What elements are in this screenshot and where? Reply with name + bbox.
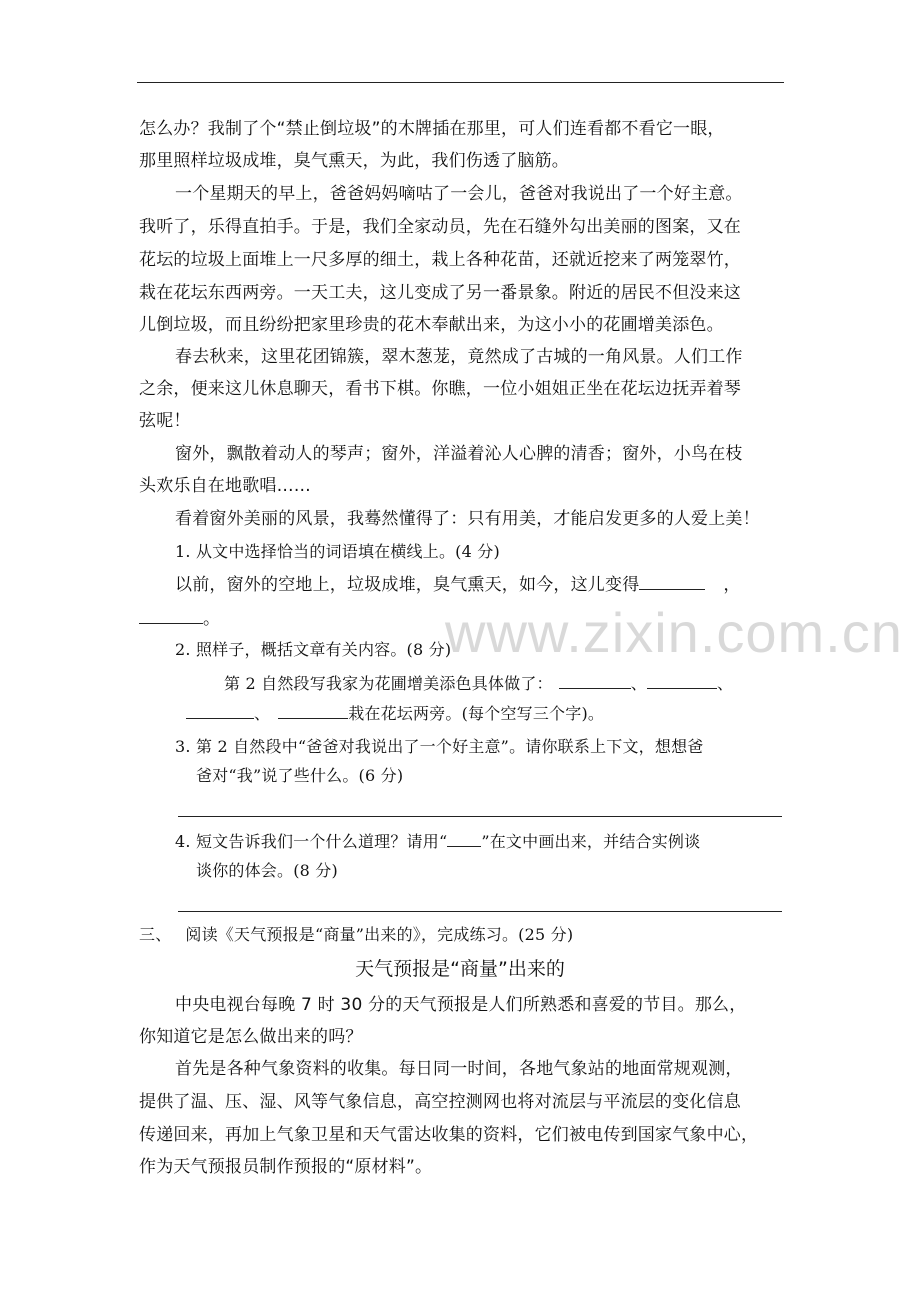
header-rule: [137, 82, 784, 83]
question-4-prompt-2: 谈你的体会。(8 分): [196, 861, 338, 880]
answer-line[interactable]: [178, 816, 782, 817]
text-line: 首先是各种气象资料的收集。每日同一时间，各地气象站的地面常规观测，: [175, 1059, 743, 1079]
question-2-line-2: [186, 702, 604, 725]
answer-blank[interactable]: [278, 702, 348, 719]
watermark: www.zixin.com.cn: [445, 601, 903, 664]
question-3-prompt-2: 爸对“我”说了些什么。(6 分): [196, 766, 404, 785]
text-line: 你知道它是怎么做出来的吗？: [139, 1027, 363, 1047]
punctuation: 、: [254, 704, 271, 723]
text-line: 儿倒垃圾，而且纷纷把家里珍贵的花木奉献出来，为这小小的花圃增美添色。: [139, 315, 724, 335]
question-4-text: ”在文中画出来，并结合实例谈: [481, 832, 701, 851]
text-line: 作为天气预报员制作预报的“原材料”。: [139, 1157, 433, 1177]
text-line: 弦呢！: [139, 411, 191, 431]
question-1-line: [175, 573, 741, 596]
question-3-prompt: 3. 第 2 自然段中“爸爸对我说出了一个好主意”。请你联系上下文，想想爸: [175, 737, 704, 756]
section-3-heading: [139, 924, 573, 946]
text-line: 传递回来，再加上气象卫星和天气雷达收集的资料，它们被电传到国家气象中心，: [139, 1125, 759, 1145]
answer-blank[interactable]: [647, 672, 717, 689]
text-line: 怎么办？我制了个“禁止倒垃圾”的木牌插在那里，可人们连看都不看它一眼，: [139, 119, 725, 139]
text-line: 那里照样垃圾成堆，臭气熏天，为此，我们伤透了脑筋。: [139, 151, 569, 171]
punctuation: 、: [716, 674, 734, 693]
section-number: 三、: [139, 925, 172, 944]
question-2-line: [224, 672, 733, 695]
text-line: 中央电视台每晚 7 时 30 分的天气预报是人们所熟悉和喜爱的节目。那么，: [175, 995, 747, 1015]
text-line: 之余，便来这儿休息聊天，看书下棋。你瞧，一位小姐姐正坐在花坛边抚弄着琴: [139, 379, 741, 399]
answer-blank[interactable]: [559, 672, 631, 689]
text-line: 头欢乐自在地歌唱……: [139, 476, 311, 496]
question-2-text: 第 2 自然段写我家为花圃增美添色具体做了：: [224, 674, 553, 693]
article-title: 天气预报是“商量”出来的: [355, 958, 565, 980]
text-line: 花坛的垃圾上面堆上一尺多厚的细土，栽上各种花苗，还就近挖来了两笼翠竹，: [139, 250, 741, 270]
answer-line[interactable]: [178, 911, 782, 912]
text-line: 我听了，乐得直拍手。于是，我们全家动员，先在石缝外勾出美丽的图案，又在: [139, 217, 741, 237]
answer-blank[interactable]: [639, 573, 705, 590]
answer-blank[interactable]: [186, 702, 254, 719]
question-2-text: 栽在花坛两旁。(每个空写三个字)。: [348, 704, 605, 723]
punctuation: 、: [630, 674, 647, 693]
question-4-text: 4. 短文告诉我们一个什么道理？请用“: [175, 832, 448, 851]
text-line: 一个星期天的早上，爸爸妈妈嘀咕了一会儿，爸爸对我说出了一个好主意。: [175, 184, 743, 204]
section-instruction: 阅读《天气预报是“商量”出来的》，完成练习。(25 分): [185, 925, 574, 944]
text-line: 看着窗外美丽的风景，我蓦然懂得了：只有用美，才能启发更多的人爱上美！: [175, 509, 760, 529]
punctuation: ，: [723, 575, 741, 595]
question-1-prompt: 1. 从文中选择恰当的词语填在横线上。(4 分): [175, 542, 500, 561]
text-line: 提供了温、压、湿、风等气象信息，高空控测网也将对流层与平流层的变化信息: [139, 1092, 741, 1112]
question-4-prompt: [175, 830, 700, 853]
text-line: 栽在花坛东西两旁。一天工夫，这儿变成了另一番景象。附近的居民不但没来这: [139, 283, 741, 303]
question-1-line-2: [139, 607, 220, 630]
question-2-prompt: 2. 照样子，概括文章有关内容。(8 分): [175, 640, 452, 659]
punctuation: 。: [203, 609, 221, 629]
question-1-text: 以前，窗外的空地上，垃圾成堆，臭气熏天，如今，这儿变得: [175, 575, 640, 595]
answer-blank[interactable]: [139, 607, 203, 624]
text-line: 窗外，飘散着动人的琴声；窗外，洋溢着沁人心脾的清香；窗外，小鸟在枝: [175, 444, 743, 464]
underline-sample: [447, 830, 481, 847]
text-line: 春去秋来，这里花团锦簇，翠木葱茏，竟然成了古城的一角风景。人们工作: [175, 347, 743, 367]
